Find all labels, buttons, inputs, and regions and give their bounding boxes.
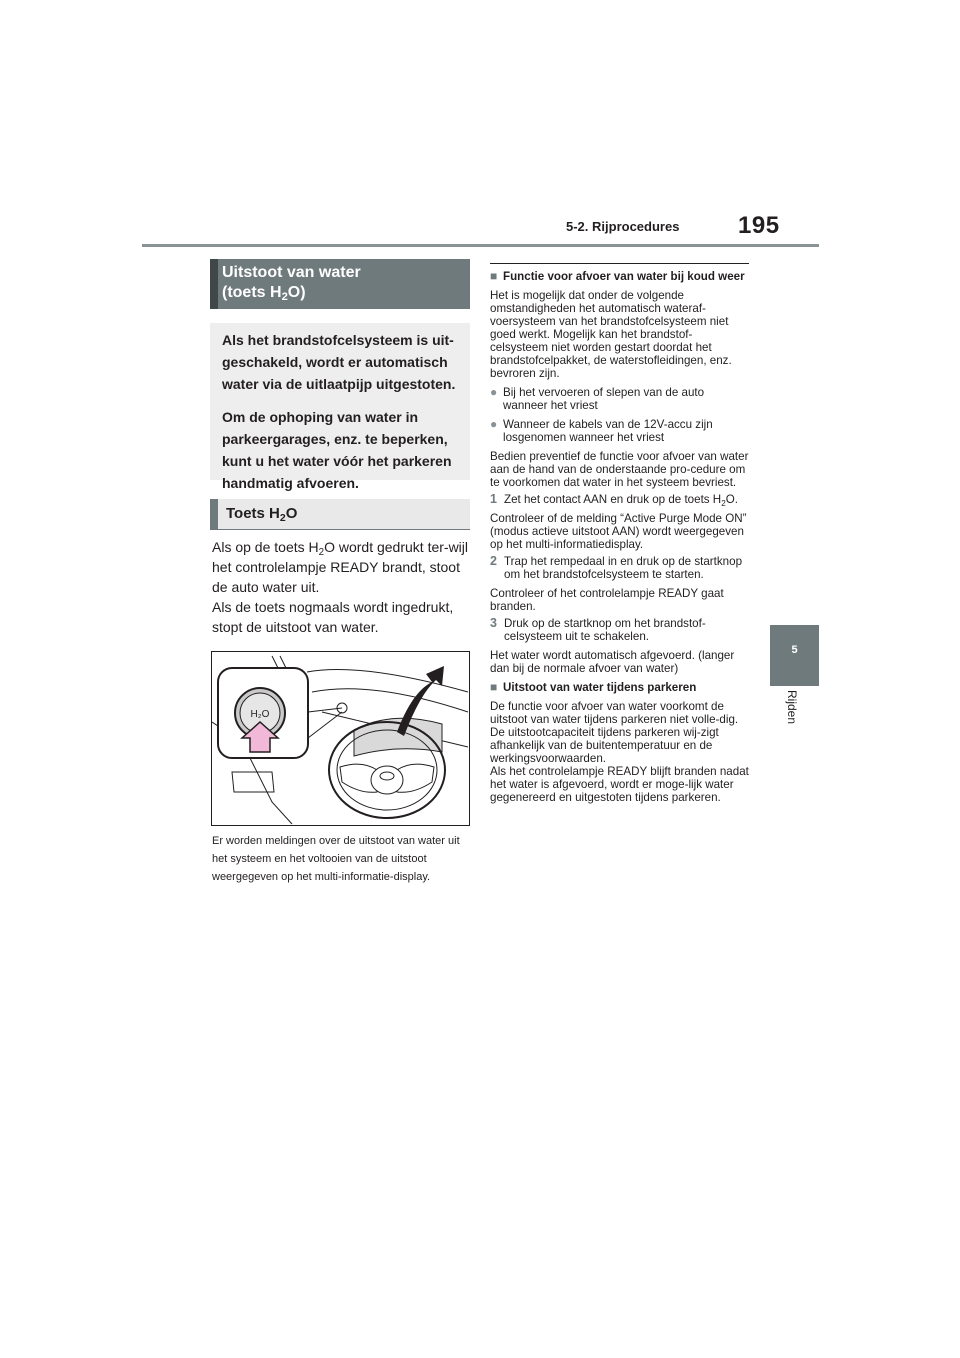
intro-paragraph-2: Om de ophoping van water in parkeergarages, enz. te beperken, kunt u het water vóór het parkeren handmatig afvoeren. [222,409,452,491]
heading-line1: Uitstoot van water [222,264,361,281]
square-bullet-icon: ■ [490,680,498,694]
section-heading-water-discharge [210,259,470,309]
chapter-label [783,690,803,740]
section-title: 5-2. Rijprocedures [566,219,680,234]
chapter-tab: 5 [770,625,819,686]
square-bullet-icon: ■ [490,269,498,283]
body-paragraph-1: Als op de toets $H_2O$ wordt gedrukt ter-wijl het controlelampje READY brandt, stoot de auto water uit. [212,539,469,595]
list-item: ● Wanneer de kabels van de 12V-accu zijn losgenomen wanneer het vriest [490,417,713,444]
steering-wheel-drawing [212,652,469,825]
cold-weather-paragraph-2: Bedien preventief de functie voor afvoer van water aan de hand van de onderstaande pro-cedure om te voorkomen dat water in het systeem bevriest. [490,450,749,489]
subheading-rule [210,529,470,530]
parking-paragraph-2: Als het controlelampje READY blijft branden nadat het water is afgevoerd, wordt er moge-lijk water gegenereerd en uitgestoten tijdens parkeren. [490,765,749,804]
intro-paragraph-1: Als het brandstofcelsysteem is uit-geschakeld, wordt er automatisch water via de uitlaatpijp uitgestoten. [222,332,456,392]
dashboard-illustration [211,651,470,826]
body-text-left [212,537,470,637]
body-text-right [490,264,749,808]
illustration-caption: Er worden meldingen over de uitstoot van water uit het systeem en het voltooien van de uitstoot weergegeven op het multi-informatie-display. [212,835,460,883]
step-3: 3 Druk op de startknop om het brandstof-celsysteem uit te schakelen. [490,616,706,643]
heading-bar [210,259,218,309]
step-1: 1 Zet het contact AAN en druk op de toets $H_2O$. [490,492,738,508]
step-2-note: Controleer of het controlelampje READY gaat branden. [490,587,724,613]
subsection-heading-cold-weather: ■ Functie voor afvoer van water bij koud weer [490,269,745,283]
subsection-heading-parking: ■ Uitstoot van water tijdens parkeren [490,680,697,694]
step-3-note: Het water wordt automatisch afgevoerd. (langer dan bij de normale afvoer van water) [490,649,735,675]
chapter-label-text: Rijden [785,690,799,725]
body-paragraph-2: Als de toets nogmaals wordt ingedrukt, stopt de uitstoot van water. [212,599,454,635]
subheading-bar [210,499,218,529]
header-rule [142,244,819,247]
subheading-h2o-button: Toets $H_2O$ [210,499,470,529]
step-1-note: Controleer of de melding “Active Purge Mode ON” (modus actieve uitstoot AAN) wordt weergegeven op het multi-informatiedisplay. [490,512,747,551]
page-number: 195 [738,212,780,239]
heading-line2: (toets $H_2O$) [222,284,306,303]
circle-bullet-icon: ● [490,385,498,399]
list-item: ● Bij het vervoeren of slepen van de auto wanneer het vriest [490,385,705,412]
intro-box [210,323,470,491]
circle-bullet-icon: ● [490,417,498,431]
parking-paragraph-1: De functie voor afvoer van water voorkomt de uitstoot van water tijdens parkeren niet volle-dig. De uitstootcapaciteit tijdens parkeren wij-zigt afhankelijk van de buitentemperatuur en de werkingsvoorwaarden. [490,700,739,765]
step-2: 2 Trap het rempedaal in en druk op de startknop om het brandstofcelsysteem te starten. [490,554,743,581]
h2o-button-label: H₂O [250,709,270,720]
cold-weather-paragraph-1: Het is mogelijk dat onder de volgende omstandigheden het automatisch wateraf-voersysteem van het brandstofcelsysteem niet goed werkt. Mogelijk kan het brandstof-celsysteem niet worden gestart doordat het brandstofcelpakket, de waterstofleidingen, enz. bevroren zijn. [490,289,732,380]
